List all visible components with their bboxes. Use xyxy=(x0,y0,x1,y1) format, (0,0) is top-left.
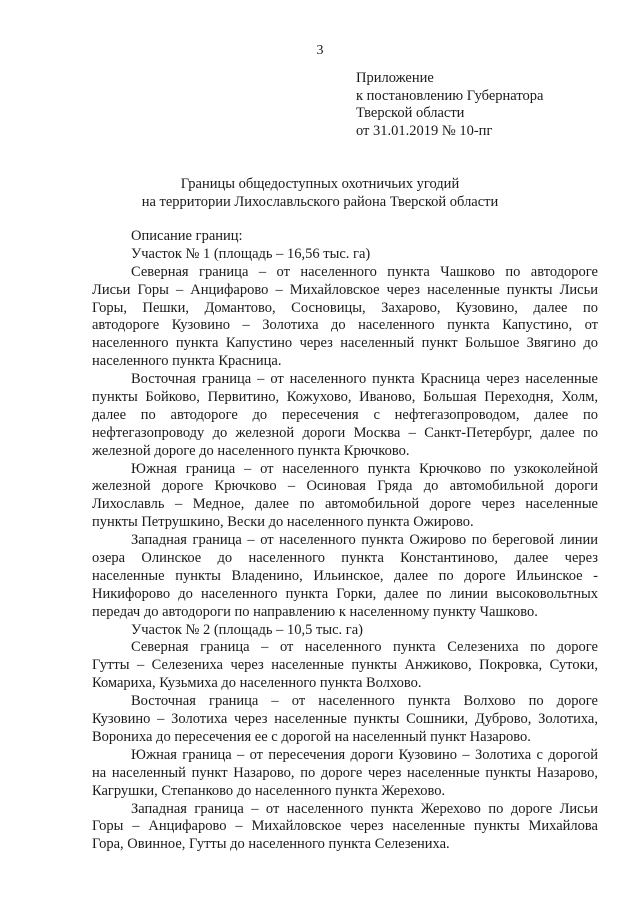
plot2-east-paragraph xyxy=(92,693,598,747)
description-heading: Описание границ: xyxy=(131,228,243,244)
paragraph-line: Южная граница – от населенного пункта Крючково по узкоколейной xyxy=(131,460,598,477)
paragraph-line: Гутты – Селезениха через населенные пункты Анжиково, Покровка, Сутоки, xyxy=(92,657,598,674)
paragraph-line: Гора, Овинное, Гутты до населенного пункта Селезениха. xyxy=(92,836,450,853)
paragraph-line: на населенный пункт Назарово, по дороге через населенные пункты Назарово, xyxy=(92,764,598,781)
paragraph-line: Горы, Пешки, Домантово, Сосновицы, Захарово, Кузовино, далее по xyxy=(92,299,598,316)
paragraph-line: Кузовино – Золотиха через населенные пункты Сошники, Дуброво, Золотиха, xyxy=(92,711,598,728)
plot2-south-paragraph xyxy=(92,747,598,801)
paragraph-line: Западная граница – от населенного пункта Жерехово по дороге Лисьи xyxy=(131,800,598,817)
plot2-north-paragraph xyxy=(92,639,598,693)
paragraph-line: Никифорово до населенного пункта Горки, далее по линии высоковольтных xyxy=(92,585,598,602)
document-title xyxy=(0,175,640,211)
paragraph-line: населенного пункта Капустино через населенный пункт Большое Звягино до xyxy=(92,335,598,352)
paragraph-line: Лисьи Горы – Анцифарово – Михайловское через населенные пункты Лисьи xyxy=(92,281,598,298)
plot1-east-paragraph xyxy=(92,371,598,460)
paragraph-line: передач до автодороги по направлению к населенному пункту Чашково. xyxy=(92,603,538,620)
plot1-west-paragraph xyxy=(92,532,598,621)
paragraph-line: Лихославль – Медное, далее по автомобильной дороге через населенные xyxy=(92,496,598,513)
appendix-line: от 31.01.2019 № 10-пг xyxy=(356,122,493,139)
appendix-line: Приложение xyxy=(356,70,434,86)
paragraph-line: Западная граница – от населенного пункта Ожирово по береговой линии xyxy=(131,532,598,549)
plot1-south-paragraph xyxy=(92,461,598,533)
plot1-north-paragraph xyxy=(92,264,598,371)
paragraph-line: пункты Петрушкино, Вески до населенного пункта Ожирово. xyxy=(92,514,474,531)
paragraph-line: Восточная граница – от населенного пункта Волхово по дороге xyxy=(131,693,598,710)
paragraph-line: пункты Бойково, Первитино, Кожухово, Иваново, Большая Переходня, Холм, xyxy=(92,389,598,406)
paragraph-line: автодороге Кузовино – Золотиха до населенного пункта Капустино, от xyxy=(92,317,598,334)
plot2-heading: Участок № 2 (площадь – 10,5 тыс. га) xyxy=(131,621,363,638)
paragraph-line: населенные пункты Владенино, Ильинское, далее по дороге Ильинское - xyxy=(92,567,598,584)
paragraph-line: населенного пункта Красница. xyxy=(92,353,282,370)
appendix-line: к постановлению Губернатора xyxy=(356,87,544,104)
plot1-heading: Участок № 1 (площадь – 16,56 тыс. га) xyxy=(131,245,371,262)
paragraph-line: нефтегазопроводу до железной дороги Москва – Санкт-Петербург, далее по xyxy=(92,424,598,441)
paragraph-line: Восточная граница – от населенного пункта Красница через населенные xyxy=(131,371,598,388)
appendix-line: Тверской области xyxy=(356,105,465,121)
plot2-west-paragraph xyxy=(92,801,598,855)
paragraph-line: железной дороге Крючково – Осиновая Гряда до автомобильной дороги xyxy=(92,478,598,495)
paragraph-line: Кагрушки, Степанково до населенного пункта Жерехово. xyxy=(92,782,446,799)
title-line-1: Границы общедоступных охотничьих угодий xyxy=(180,176,460,192)
paragraph-line: Ворониха до пересечения ее с дорогой на населенный пункт Назарово. xyxy=(92,728,531,745)
paragraph-line: Горы – Анцифарово – Михайловское через населенные пункты Михайлова xyxy=(92,818,598,835)
page-number: 3 xyxy=(316,43,324,58)
title-line-2: на территории Лихославльского района Тверской области xyxy=(141,194,499,210)
paragraph-line: Южная граница – от пересечения дороги Кузовино – Золотиха с дорогой xyxy=(131,746,598,763)
paragraph-line: Северная граница – от населенного пункта Чашково по автодороге xyxy=(131,263,598,280)
paragraph-line: далее по автодороге до пересечения с нефтегазопроводом, далее по xyxy=(92,406,598,423)
paragraph-line: Комариха, Кузьмиха до населенного пункта Волхово. xyxy=(92,675,422,692)
paragraph-line: железной дороге до населенного пункта Крючково. xyxy=(92,442,410,459)
appendix-block xyxy=(356,70,543,140)
paragraph-line: озера Олинское до населенного пункта Константиново, далее через xyxy=(92,550,598,567)
document-body xyxy=(92,228,598,854)
paragraph-line: Северная граница – от населенного пункта Селезениха по дороге xyxy=(131,639,598,656)
